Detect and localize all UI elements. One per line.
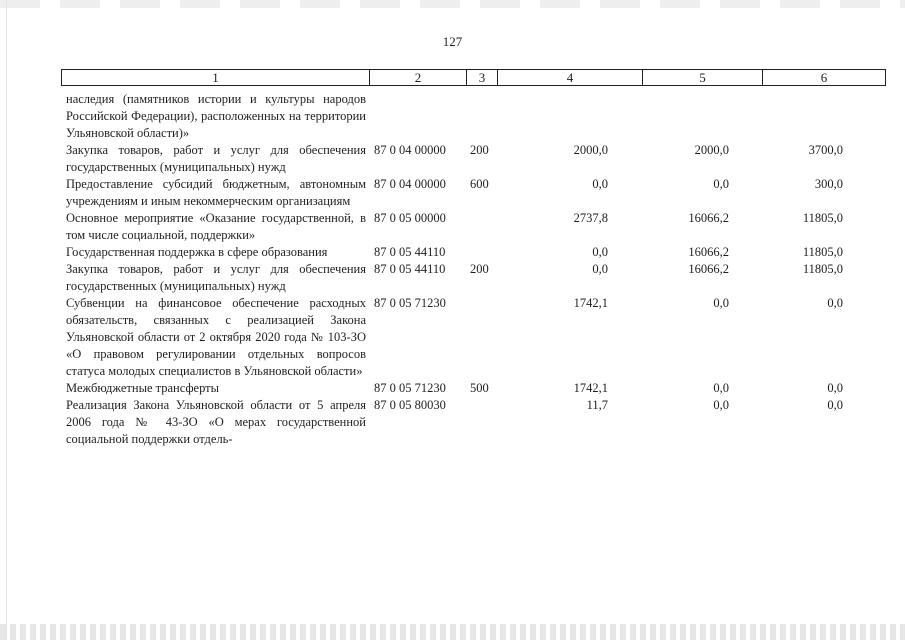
table-row	[66, 397, 886, 448]
row-value-col4: 0,0	[592, 177, 608, 191]
row-value-col5: 0,0	[713, 296, 729, 310]
row-expense-type	[470, 295, 500, 380]
row-value-col6: 3700,0	[808, 143, 843, 157]
row-value-col4: 11,7	[586, 398, 608, 412]
row-value-col4: 1742,1	[573, 296, 608, 310]
row-expense-type	[470, 91, 500, 142]
row-description: Государственная поддержка в сфере образования	[66, 245, 328, 259]
row-code	[366, 91, 470, 142]
table-header-row	[61, 69, 886, 86]
row-code: 87 0 05 44110	[374, 262, 446, 276]
row-code: 87 0 05 71230	[374, 296, 446, 310]
row-code: 87 0 04 00000	[374, 177, 446, 191]
row-description: Межбюджетные трансферты	[66, 381, 220, 395]
row-value-col5: 0,0	[713, 398, 729, 412]
row-value-col5	[608, 91, 729, 142]
header-cell-2: 2	[370, 70, 467, 85]
row-description: Основное мероприятие «Оказание государственной, в том числе социальной, поддержки»	[66, 211, 366, 242]
row-value-col4: 2000,0	[573, 143, 608, 157]
row-value-col6: 0,0	[827, 398, 843, 412]
row-value-col5: 0,0	[713, 177, 729, 191]
row-value-col5: 16066,2	[688, 262, 729, 276]
table-row	[66, 176, 886, 210]
row-expense-type	[470, 244, 500, 261]
row-value-col4: 0,0	[592, 262, 608, 276]
scan-edge-top	[0, 0, 905, 8]
table-row	[66, 91, 886, 142]
row-code: 87 0 05 00000	[374, 211, 446, 225]
row-description: наследия (памятников истории и культуры народов Российской Федерации), расположенных на территории Ульяновской области)»	[66, 92, 366, 140]
row-expense-type	[470, 397, 500, 448]
row-value-col6: 11805,0	[802, 211, 843, 225]
header-cell-6: 6	[820, 70, 828, 85]
row-description: Субвенции на финансовое обеспечение расходных обязательств, связанных с реализацией Закона Ульяновской области от 2 октября 2020 года № 103-ЗО «О правовом регулировании отдельных вопросов статуса молодых специалистов в Ульяновской области»	[66, 296, 366, 378]
row-code: 87 0 05 44110	[374, 245, 446, 259]
row-value-col6: 0,0	[827, 296, 843, 310]
row-expense-type	[470, 210, 500, 244]
row-expense-type: 200	[470, 262, 489, 276]
row-code: 87 0 04 00000	[374, 143, 446, 157]
row-value-col4: 0,0	[592, 245, 608, 259]
table-row	[66, 261, 886, 295]
row-description: Закупка товаров, работ и услуг для обеспечения государственных (муниципальных) нужд	[66, 262, 366, 293]
row-value-col5: 16066,2	[688, 245, 729, 259]
row-value-col5: 2000,0	[694, 143, 729, 157]
row-expense-type: 500	[470, 381, 489, 395]
row-expense-type: 200	[470, 143, 489, 157]
row-code: 87 0 05 80030	[374, 398, 446, 412]
row-description: Закупка товаров, работ и услуг для обеспечения государственных (муниципальных) нужд	[66, 143, 366, 174]
row-value-col4: 2737,8	[573, 211, 608, 225]
row-code: 87 0 05 71230	[374, 381, 446, 395]
row-value-col6: 11805,0	[802, 262, 843, 276]
table-row	[66, 210, 886, 244]
header-cell-5: 5	[643, 70, 763, 85]
table-row	[66, 380, 886, 397]
row-value-col6	[729, 91, 843, 142]
row-expense-type: 600	[470, 177, 489, 191]
row-value-col4	[500, 91, 608, 142]
page-number: 127	[442, 34, 463, 49]
scan-edge-bottom	[0, 624, 905, 640]
row-value-col4: 1742,1	[573, 381, 608, 395]
table-body	[66, 91, 886, 448]
row-description: Предоставление субсидий бюджетным, автономным учреждениям и иным некоммерческим организациям	[66, 177, 366, 208]
row-value-col6: 300,0	[814, 177, 843, 191]
header-cell-3: 3	[467, 70, 498, 85]
table-row	[66, 244, 886, 261]
row-value-col6: 0,0	[827, 381, 843, 395]
row-description: Реализация Закона Ульяновской области от 5 апреля 2006 года № 43-ЗО «О мерах государственной социальной поддержки отдель-	[66, 398, 366, 446]
row-value-col5: 0,0	[713, 381, 729, 395]
header-cell-4: 4	[498, 70, 643, 85]
row-value-col6: 11805,0	[802, 245, 843, 259]
table-row	[66, 295, 886, 380]
row-value-col5: 16066,2	[688, 211, 729, 225]
table-row	[66, 142, 886, 176]
scan-edge-left	[6, 0, 7, 640]
header-cell-1: 1	[62, 70, 370, 85]
